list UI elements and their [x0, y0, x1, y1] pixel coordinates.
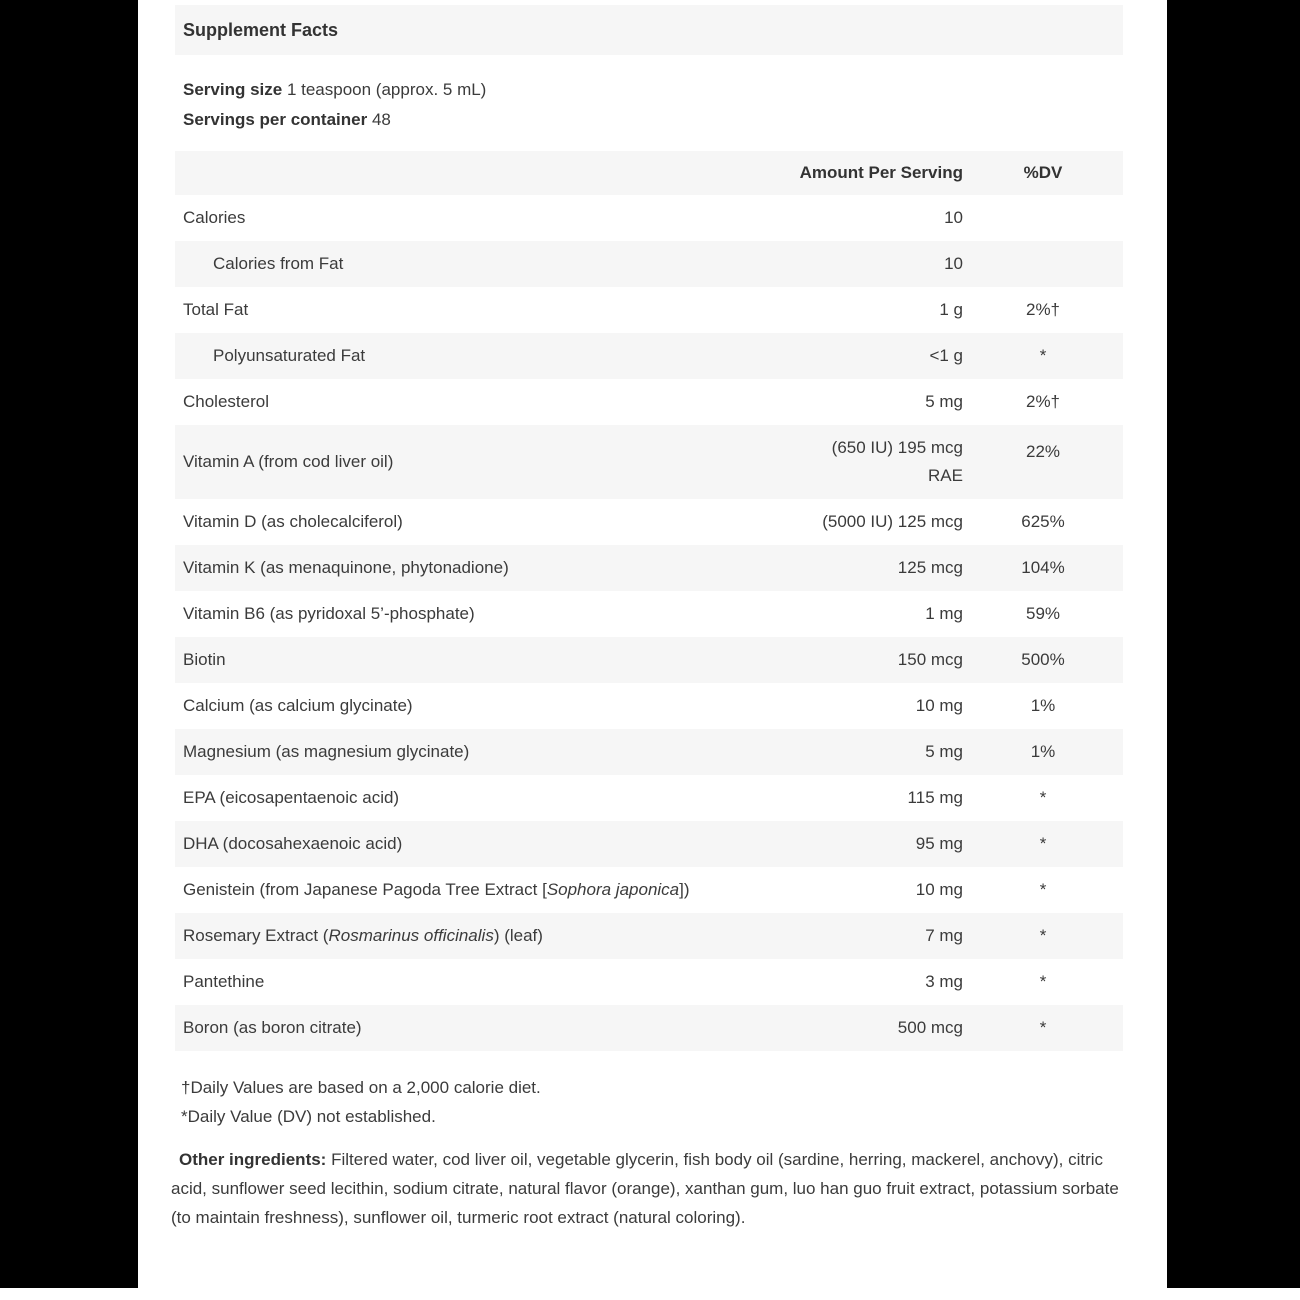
- serving-info: [183, 75, 1123, 135]
- table-row: [175, 729, 1123, 775]
- amount-value: (5000 IU) 125 mcg: [822, 512, 963, 531]
- header-percent-dv: %DV: [963, 151, 1123, 195]
- ingredient-name: EPA (eicosapentaenoic acid): [183, 788, 400, 807]
- dv-value: 104%: [963, 545, 1123, 591]
- table-row: [175, 287, 1123, 333]
- table-row: [175, 1005, 1123, 1051]
- amount-value: (650 IU) 195 mcg RAE: [763, 425, 963, 499]
- serving-size-line: [183, 75, 1123, 105]
- ingredient-name: Calcium (as calcium glycinate): [183, 696, 413, 715]
- footnote-dv-not-established: *Daily Value (DV) not established.: [181, 1107, 436, 1126]
- right-frame-bar: [1167, 0, 1300, 1288]
- serving-size-value: 1 teaspoon (approx. 5 mL): [286, 80, 487, 99]
- amount-value: 125 mcg: [763, 545, 963, 591]
- dv-value: *: [963, 333, 1123, 379]
- ingredient-name: Calories: [183, 208, 246, 227]
- amount-value: 95 mg: [763, 821, 963, 867]
- dv-value: 2%†: [1025, 300, 1061, 319]
- supplement-facts-panel: [138, 0, 1167, 1288]
- amount-value: 10 mg: [915, 880, 963, 899]
- amount-value: 1 g: [939, 300, 963, 319]
- dv-value: 500%: [963, 637, 1123, 683]
- table-row: [175, 499, 1123, 545]
- dv-value: *: [963, 1005, 1123, 1051]
- dv-value: 1%: [1030, 696, 1056, 715]
- dv-value: 1%: [963, 729, 1123, 775]
- dv-value: 625%: [1021, 512, 1065, 531]
- table-row: [175, 591, 1123, 637]
- other-ingredients-label: Other ingredients:: [179, 1150, 327, 1169]
- header-amount-per-serving: Amount Per Serving: [763, 151, 963, 195]
- amount-value: 7 mg: [763, 913, 963, 959]
- ingredient-name: Biotin: [175, 637, 763, 683]
- ingredient-name: Magnesium (as magnesium glycinate): [175, 729, 763, 775]
- ingredient-species-name: Rosmarinus officinalis: [328, 926, 494, 945]
- table-row: [175, 867, 1123, 913]
- ingredient-name: Polyunsaturated Fat: [175, 333, 763, 379]
- header-name-column: [175, 151, 763, 195]
- dv-value: 2%†: [1025, 392, 1061, 411]
- table-row: [175, 637, 1123, 683]
- dv-value: *: [963, 821, 1123, 867]
- panel-title: Supplement Facts: [183, 19, 339, 40]
- table-row: [175, 333, 1123, 379]
- table-row: [175, 241, 1123, 287]
- footnote-daily-values: †Daily Values are based on a 2,000 calorie diet.: [181, 1078, 541, 1097]
- amount-value: 10: [944, 208, 963, 227]
- ingredient-name: Genistein (from Japanese Pagoda Tree Extract [Sophora japonica]): [183, 880, 690, 899]
- amount-value: 1 mg: [925, 604, 963, 623]
- serving-size-label: Serving size: [183, 80, 283, 99]
- ingredient-name: Calories from Fat: [175, 241, 763, 287]
- dv-value: [963, 195, 1123, 241]
- table-row: [175, 775, 1123, 821]
- other-ingredients: [171, 1145, 1123, 1232]
- amount-value: 150 mcg: [763, 637, 963, 683]
- dv-value: *: [1039, 788, 1047, 807]
- ingredient-name: Rosemary Extract (Rosmarinus officinalis) (leaf): [175, 913, 763, 959]
- footnotes: [181, 1073, 1123, 1131]
- dv-value: *: [1039, 972, 1047, 991]
- dv-value: *: [963, 913, 1123, 959]
- table-row: [175, 195, 1123, 241]
- servings-per-container-line: [183, 105, 1123, 135]
- table-row: [175, 545, 1123, 591]
- amount-value: 5 mg: [925, 392, 963, 411]
- ingredient-name: Vitamin B6 (as pyridoxal 5’-phosphate): [183, 604, 475, 623]
- dv-value: [963, 241, 1123, 287]
- header-row: [175, 151, 1123, 195]
- table-row: [175, 913, 1123, 959]
- ingredient-name: Boron (as boron citrate): [175, 1005, 763, 1051]
- dv-value: 59%: [1025, 604, 1061, 623]
- ingredient-name: Pantethine: [183, 972, 265, 991]
- amount-value: 3 mg: [925, 972, 963, 991]
- table-row: [175, 683, 1123, 729]
- amount-value: 500 mcg: [763, 1005, 963, 1051]
- nutrition-table: [175, 151, 1123, 1051]
- amount-value: <1 g: [763, 333, 963, 379]
- servings-per-container-label: Servings per container: [183, 110, 368, 129]
- ingredient-name: Vitamin D (as cholecalciferol): [183, 512, 403, 531]
- nutrition-table-header: [175, 151, 1123, 195]
- ingredient-name: Cholesterol: [183, 392, 269, 411]
- nutrition-table-body: [175, 195, 1123, 1051]
- title-band: [175, 5, 1123, 55]
- amount-value: 5 mg: [763, 729, 963, 775]
- amount-value: 10 mg: [915, 696, 963, 715]
- table-row: [175, 425, 1123, 499]
- amount-value: 10: [763, 241, 963, 287]
- left-frame-bar: [0, 0, 138, 1288]
- ingredient-name: DHA (docosahexaenoic acid): [175, 821, 763, 867]
- table-row: [175, 821, 1123, 867]
- ingredient-name: Total Fat: [183, 300, 249, 319]
- other-ingredients-text: Filtered water, cod liver oil, vegetable glycerin, fish body oil (sardine, herring, mackerel, anchovy), citric acid, sunflower seed lecithin, sodium citrate, natural flavor (orange), xanthan gum, luo han guo fruit extract, potassium sorbate (to maintain freshness), sunflower oil, turmeric root extract (natural coloring).: [171, 1150, 1119, 1227]
- table-row: [175, 959, 1123, 1005]
- dv-value: 22%: [963, 425, 1123, 499]
- ingredient-species-name: Sophora japonica: [546, 880, 680, 899]
- amount-value: 115 mg: [907, 788, 963, 807]
- ingredient-name: Vitamin K (as menaquinone, phytonadione): [175, 545, 763, 591]
- dv-value: *: [1039, 880, 1047, 899]
- servings-per-container-value: 48: [371, 110, 391, 129]
- table-row: [175, 379, 1123, 425]
- ingredient-name: Vitamin A (from cod liver oil): [175, 425, 763, 499]
